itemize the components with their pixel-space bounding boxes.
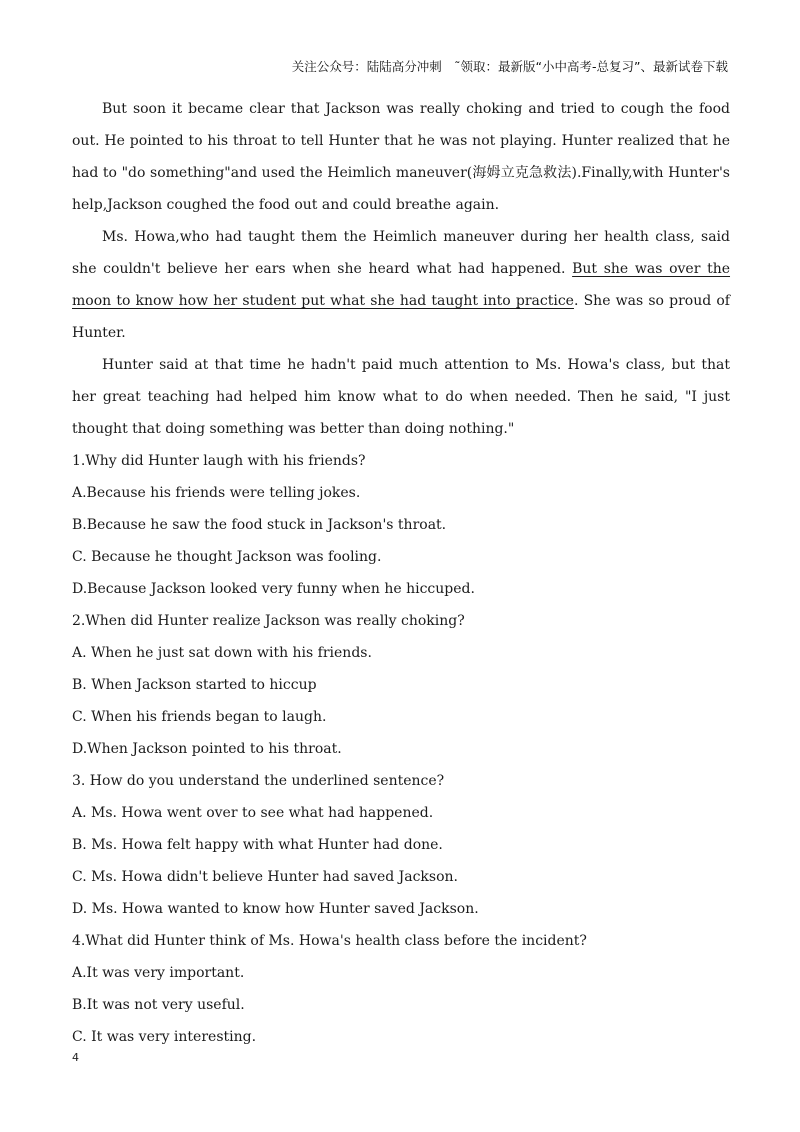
answer-option: C. It was very interesting.	[72, 1029, 257, 1045]
question-stem: 2.When did Hunter realize Jackson was really choking?	[72, 613, 465, 629]
question-4	[72, 925, 730, 1053]
answer-option: B. When Jackson started to hiccup	[72, 677, 317, 693]
answer-option: A.Because his friends were telling jokes.	[72, 485, 361, 501]
question-stem: 3. How do you understand the underlined sentence?	[72, 773, 445, 789]
answer-option: C. Because he thought Jackson was fooling.	[72, 549, 382, 565]
passage-paragraph-2	[72, 221, 730, 349]
answer-option: D.Because Jackson looked very funny when he hiccuped.	[72, 581, 475, 597]
document-body	[72, 93, 730, 1053]
paragraph-text: Ms. Howa,who had taught them the Heimlich maneuver during her health class, said she couldn't believe her ears when she heard what had happened.	[72, 229, 730, 277]
underlined-sentence: But she was over the moon to know how her student put what she had taught into practice	[72, 261, 731, 309]
answer-option: A. When he just sat down with his friends.	[72, 645, 372, 661]
answer-option: C. Ms. Howa didn't believe Hunter had saved Jackson.	[72, 869, 458, 885]
question-stem: 1.Why did Hunter laugh with his friends?	[72, 453, 366, 469]
answer-option: A.It was very important.	[72, 965, 245, 981]
paragraph-text-tail: . She was so proud of Hunter.	[72, 293, 730, 341]
answer-option: C. When his friends began to laugh.	[72, 709, 327, 725]
answer-option: B. Ms. Howa felt happy with what Hunter had done.	[72, 837, 443, 853]
paragraph-text: Hunter said at that time he hadn't paid much attention to Ms. Howa's class, but that her great teaching had helped him know what to do when needed. Then he said, "I just thought that doing something was better than doing nothing."	[72, 357, 730, 437]
question-1	[72, 445, 730, 605]
passage-paragraph-1	[72, 93, 730, 221]
answer-option: D.When Jackson pointed to his throat.	[72, 741, 342, 757]
answer-option: B.It was not very useful.	[72, 997, 245, 1013]
answer-option: B.Because he saw the food stuck in Jackson's throat.	[72, 517, 447, 533]
question-3	[72, 765, 730, 925]
question-2	[72, 605, 730, 765]
paragraph-text: But soon it became clear that Jackson was really choking and tried to cough the food out. He pointed to his throat to tell Hunter that he was not playing. Hunter realized that he had to "do something"and used the Heimlich maneuver(海姆立克急救法).Finally,with Hunter's help,Jackson coughed the food out and could breathe again.	[72, 101, 730, 213]
page-number: 4	[72, 1051, 79, 1064]
question-stem: 4.What did Hunter think of Ms. Howa's health class before the incident?	[72, 933, 587, 949]
answer-option: A. Ms. Howa went over to see what had happened.	[72, 805, 434, 821]
answer-option: D. Ms. Howa wanted to know how Hunter saved Jackson.	[72, 901, 479, 917]
question-list	[72, 445, 730, 1053]
passage-paragraph-3	[72, 349, 730, 445]
page-header: 关注公众号：陆陆高分冲刺 ˜领取：最新版“小中高考-总复习”、最新试卷下载	[291, 59, 728, 74]
